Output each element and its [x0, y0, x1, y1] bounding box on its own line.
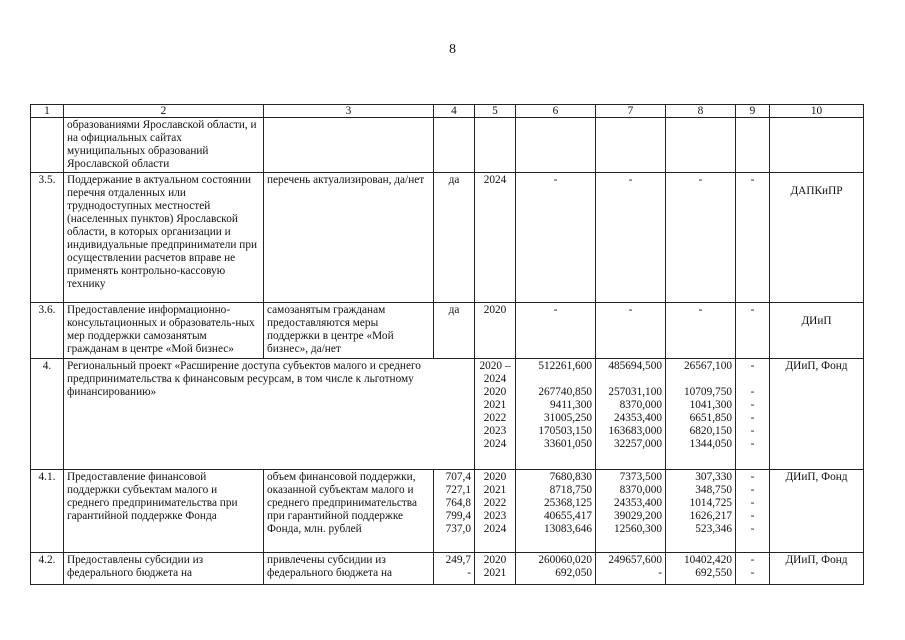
federal-funding: [596, 359, 666, 470]
federal-funding-line: -: [628, 304, 633, 316]
other-funding-line: -: [750, 425, 755, 437]
column-number-5: 5: [475, 105, 516, 118]
other-funding-line: -: [750, 523, 755, 535]
indicator-description: привлечены субсидии из федерального бюджета на: [264, 553, 434, 585]
other-funding-line: -: [750, 497, 755, 509]
other-funding: [736, 553, 770, 585]
other-funding-line: -: [750, 554, 755, 566]
total-funding-line: 40655,417: [543, 510, 592, 522]
year: [475, 359, 516, 470]
total-funding: [516, 553, 596, 585]
other-funding-line: -: [750, 412, 755, 424]
measure-description: Поддержание в актуальном состоянии перечня отдаленных или труднодоступных местностей (населенных пунктов) Ярославской области, в которых организации и индивидуальные предприниматели при осуществлении расчетов вправе не применять контрольно-кассовую технику: [64, 173, 264, 303]
year-line: 2023: [483, 510, 507, 522]
indicator-value: [434, 303, 475, 359]
row-number: 3.5.: [31, 173, 64, 303]
regional-funding-line: -: [698, 174, 703, 186]
regional-funding-line: 523,346: [695, 523, 732, 535]
federal-funding-line: [599, 373, 662, 386]
other-funding-line: -: [750, 386, 755, 398]
indicator-value-line: да: [448, 174, 460, 186]
other-funding-line: -: [750, 399, 755, 411]
regional-funding: [666, 470, 736, 553]
other-funding-line: -: [750, 438, 755, 450]
regional-funding: [666, 173, 736, 303]
federal-funding-line: 24353,400: [613, 412, 662, 424]
responsible-executor: [770, 118, 864, 173]
regional-funding-line: 1344,050: [689, 438, 732, 450]
indicator-value-line: -: [467, 567, 471, 579]
total-funding-line: 170503,150: [538, 425, 592, 437]
year-line: 2020 –: [479, 360, 511, 372]
total-funding-line: 692,050: [555, 567, 592, 579]
responsible-executor: ДИиП, Фонд: [770, 359, 864, 470]
regional-funding-line: 307,330: [695, 471, 732, 483]
indicator-description: [264, 118, 434, 173]
federal-funding: [596, 553, 666, 585]
table-row: [31, 173, 864, 303]
federal-funding: [596, 118, 666, 173]
measure-description: Предоставление финансовой поддержки субъектам малого и среднего предпринимательства при гарантийной поддержке Фонда: [64, 470, 264, 553]
row-number: 3.6.: [31, 303, 64, 359]
year-line: 2020: [483, 471, 507, 483]
year: [475, 470, 516, 553]
total-funding: [516, 118, 596, 173]
other-funding-line: -: [750, 174, 755, 186]
total-funding: [516, 470, 596, 553]
indicator-value: [434, 118, 475, 173]
year-line: 2020: [483, 304, 507, 316]
indicator-value: [434, 173, 475, 303]
measure-description: образованиями Ярославской области, и на официальных сайтах муниципальных образований Ярославской области: [64, 118, 264, 173]
row-number: [31, 118, 64, 173]
total-funding-line: 9411,300: [550, 399, 592, 411]
indicator-value-line: 737,0: [445, 523, 471, 535]
total-funding-line: 267740,850: [538, 386, 592, 398]
year: [475, 553, 516, 585]
regional-funding-line: 10402,420: [683, 554, 732, 566]
regional-funding-line: 1014,725: [689, 497, 732, 509]
page-number: 8: [449, 42, 456, 57]
indicator-value-line: [437, 119, 471, 132]
column-number-10: 10: [770, 105, 864, 118]
federal-funding-line: 8370,000: [619, 484, 662, 496]
year-line: 2024: [483, 373, 507, 385]
indicator-value-line: 727,1: [445, 484, 471, 496]
year: [475, 173, 516, 303]
year: [475, 118, 516, 173]
regional-funding-line: 348,750: [695, 484, 732, 496]
other-funding-line: -: [750, 510, 755, 522]
federal-funding-line: 257031,100: [608, 386, 662, 398]
year-line: 2024: [483, 438, 507, 450]
federal-funding-line: 7373,500: [619, 471, 662, 483]
total-funding-line: -: [553, 304, 558, 316]
federal-funding-line: [599, 119, 662, 132]
other-funding-line: [739, 373, 766, 386]
regional-funding-line: 10709,750: [683, 386, 732, 398]
document-table: [30, 104, 864, 585]
federal-funding: [596, 173, 666, 303]
federal-funding-line: -: [628, 174, 633, 186]
indicator-value-line: 799,4: [445, 510, 471, 522]
total-funding-line: 7680,830: [549, 471, 592, 483]
year-line: 2020: [483, 554, 507, 566]
total-funding: [516, 359, 596, 470]
regional-funding: [666, 553, 736, 585]
indicator-description: самозанятым гражданам предоставляются меры поддержки в центре «Мой бизнес», да/нет: [264, 303, 434, 359]
regional-funding-line: 1041,300: [689, 399, 732, 411]
other-funding-line: -: [750, 304, 755, 316]
total-funding-line: 25368,125: [543, 497, 592, 509]
regional-funding-line: 6820,150: [689, 425, 732, 437]
total-funding-line: 33601,050: [543, 438, 592, 450]
year-line: 2021: [483, 399, 507, 411]
column-number-7: 7: [596, 105, 666, 118]
responsible-executor: ДИиП, Фонд: [770, 470, 864, 553]
federal-funding: [596, 303, 666, 359]
year-line: 2020: [483, 386, 507, 398]
row-number: 4.1.: [31, 470, 64, 553]
measure-description: Предоставление информационно-консультационных и образователь-ных мер поддержки самозанятым гражданам в центре «Мой бизнес»: [64, 303, 264, 359]
federal-funding: [596, 470, 666, 553]
year-line: 2021: [483, 567, 507, 579]
column-number-4: 4: [434, 105, 475, 118]
responsible-executor: ДАПКиПР: [770, 173, 864, 303]
column-number-1: 1: [31, 105, 64, 118]
federal-funding-line: 249657,600: [608, 554, 662, 566]
federal-funding-line: 32257,000: [613, 438, 662, 450]
regional-funding-line: 1626,217: [689, 510, 732, 522]
indicator-value-line: 249,7: [445, 554, 471, 566]
year-line: 2023: [483, 425, 507, 437]
column-number-6: 6: [516, 105, 596, 118]
column-number-8: 8: [666, 105, 736, 118]
other-funding: [736, 470, 770, 553]
total-funding: [516, 303, 596, 359]
regional-funding: [666, 118, 736, 173]
total-funding-line: [519, 373, 592, 386]
other-funding-line: -: [750, 360, 755, 372]
other-funding-line: -: [750, 471, 755, 483]
total-funding-line: 512261,600: [538, 360, 592, 372]
other-funding-line: -: [750, 484, 755, 496]
table-row: [31, 303, 864, 359]
year-line: 2021: [483, 484, 507, 496]
regional-funding: [666, 359, 736, 470]
year-line: 2022: [483, 412, 507, 424]
federal-funding-line: 163683,000: [608, 425, 662, 437]
other-funding: [736, 173, 770, 303]
column-number-row: [31, 105, 864, 118]
column-number-2: 2: [64, 105, 264, 118]
year: [475, 303, 516, 359]
year-line: 2024: [483, 523, 507, 535]
total-funding-line: 260060,020: [538, 554, 592, 566]
federal-funding-line: -: [658, 567, 662, 579]
regional-funding: [666, 303, 736, 359]
federal-funding-line: 8370,000: [619, 399, 662, 411]
total-funding-line: [519, 119, 592, 132]
table-row: [31, 118, 864, 173]
column-number-3: 3: [264, 105, 434, 118]
regional-funding-line: 692,550: [695, 567, 732, 579]
other-funding-line: [739, 119, 766, 132]
row-number: 4.2.: [31, 553, 64, 585]
year-line: 2024: [483, 174, 507, 186]
column-number-9: 9: [736, 105, 770, 118]
responsible-executor: ДИиП: [770, 303, 864, 359]
table-row: [31, 359, 864, 470]
other-funding: [736, 303, 770, 359]
indicator-description: объем финансовой поддержки, оказанной субъектам малого и среднего предпринимательства при гарантийной поддержке Фонда, млн. рублей: [264, 470, 434, 553]
regional-funding-line: [669, 119, 732, 132]
federal-funding-line: 39029,200: [613, 510, 662, 522]
regional-funding-line: -: [698, 304, 703, 316]
row-number: 4.: [31, 359, 64, 470]
indicator-description: перечень актуализирован, да/нет: [264, 173, 434, 303]
total-funding-line: 8718,750: [549, 484, 592, 496]
total-funding: [516, 173, 596, 303]
total-funding-line: 13083,646: [543, 523, 592, 535]
project-title: Региональный проект «Расширение доступа субъектов малого и среднего предпринимательства к финансовым ресурсам, в том числе к льготному финансированию»: [64, 359, 475, 470]
federal-funding-line: 24353,400: [613, 497, 662, 509]
measure-description: Предоставлены субсидии из федерального бюджета на: [64, 553, 264, 585]
indicator-value: [434, 553, 475, 585]
indicator-value: [434, 470, 475, 553]
federal-funding-line: 485694,500: [608, 360, 662, 372]
indicator-value-line: да: [448, 304, 460, 316]
total-funding-line: -: [553, 174, 558, 186]
regional-funding-line: 6651,850: [689, 412, 732, 424]
indicator-value-line: 764,8: [445, 497, 471, 509]
table-row: [31, 470, 864, 553]
total-funding-line: 31005,250: [543, 412, 592, 424]
other-funding: [736, 359, 770, 470]
regional-funding-line: 26567,100: [683, 360, 732, 372]
responsible-executor: ДИиП, Фонд: [770, 553, 864, 585]
other-funding: [736, 118, 770, 173]
indicator-value-line: 707,4: [445, 471, 471, 483]
regional-funding-line: [669, 373, 732, 386]
year-line: 2022: [483, 497, 507, 509]
other-funding-line: -: [750, 567, 755, 579]
year-line: [478, 119, 512, 132]
table-row: [31, 553, 864, 585]
federal-funding-line: 12560,300: [613, 523, 662, 535]
